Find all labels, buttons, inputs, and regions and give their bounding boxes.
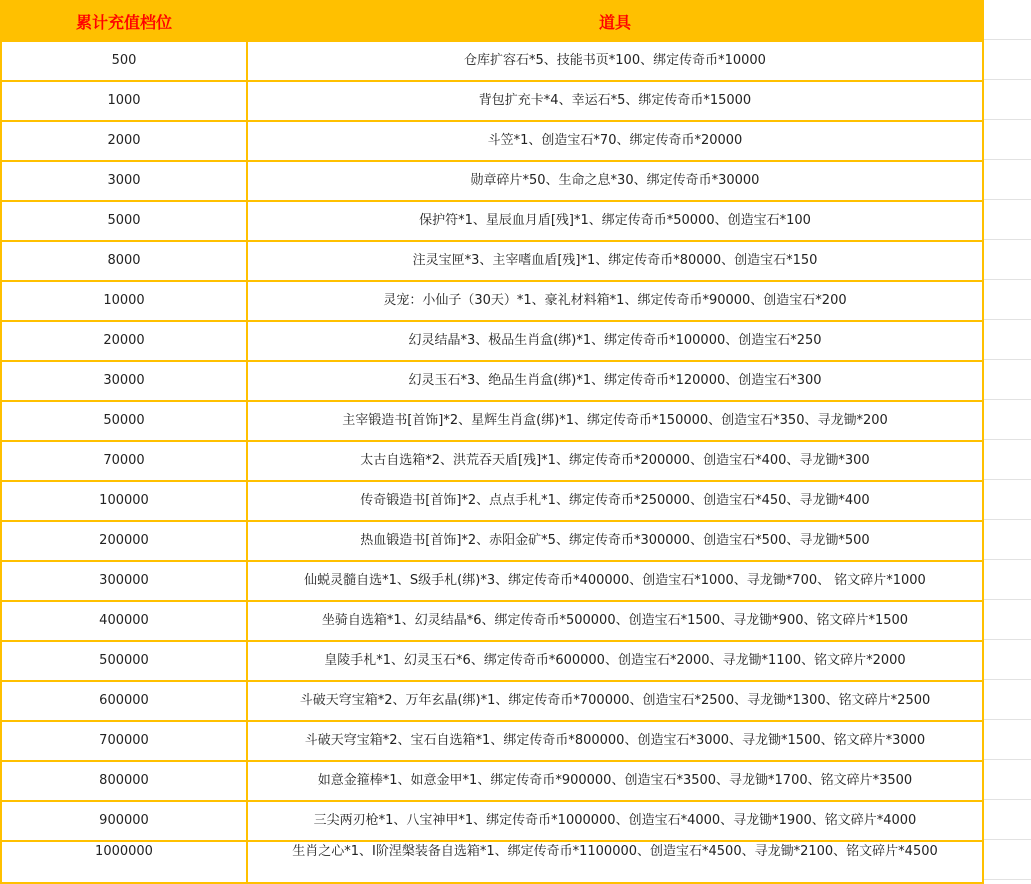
tier-cell: 200000	[1, 521, 247, 561]
items-cell: 生肖之心*1、Ⅰ阶涅槃装备自选箱*1、绑定传奇币*1100000、创造宝石*4500、寻龙锄*2100、铭文碎片*4500	[247, 841, 983, 883]
tier-cell: 20000	[1, 321, 247, 361]
table-row	[1, 761, 983, 801]
tier-cell: 500000	[1, 641, 247, 681]
items-cell: 斗破天穹宝箱*2、万年玄晶(绑)*1、绑定传奇币*700000、创造宝石*2500、寻龙锄*1300、铭文碎片*2500	[247, 681, 983, 721]
items-cell: 皇陵手札*1、幻灵玉石*6、绑定传奇币*600000、创造宝石*2000、寻龙锄*1100、铭文碎片*2000	[247, 641, 983, 681]
table-row	[1, 561, 983, 601]
tier-cell: 30000	[1, 361, 247, 401]
table-row	[1, 201, 983, 241]
tier-cell: 1000	[1, 81, 247, 121]
table-row	[1, 801, 983, 841]
table-row	[1, 841, 983, 883]
tier-cell: 10000	[1, 281, 247, 321]
table-row	[1, 641, 983, 681]
items-cell: 保护符*1、星辰血月盾[残]*1、绑定传奇币*50000、创造宝石*100	[247, 201, 983, 241]
table-row	[1, 481, 983, 521]
tier-cell: 3000	[1, 161, 247, 201]
items-cell: 三尖两刃枪*1、八宝神甲*1、绑定传奇币*1000000、创造宝石*4000、寻龙锄*1900、铭文碎片*4000	[247, 801, 983, 841]
tier-cell: 5000	[1, 201, 247, 241]
tier-cell: 900000	[1, 801, 247, 841]
table-row	[1, 601, 983, 641]
items-cell: 仓库扩容石*5、技能书页*100、绑定传奇币*10000	[247, 41, 983, 81]
table-row	[1, 81, 983, 121]
items-cell: 斗笠*1、创造宝石*70、绑定传奇币*20000	[247, 121, 983, 161]
items-cell: 背包扩充卡*4、幸运石*5、绑定传奇币*15000	[247, 81, 983, 121]
table-row	[1, 121, 983, 161]
tier-cell: 300000	[1, 561, 247, 601]
table-row	[1, 361, 983, 401]
tier-cell: 70000	[1, 441, 247, 481]
tier-cell: 100000	[1, 481, 247, 521]
table-row	[1, 521, 983, 561]
items-cell: 仙蜕灵髓自选*1、S级手札(绑)*3、绑定传奇币*400000、创造宝石*1000、寻龙锄*700、 铭文碎片*1000	[247, 561, 983, 601]
tier-cell: 800000	[1, 761, 247, 801]
tier-cell: 700000	[1, 721, 247, 761]
tier-cell: 400000	[1, 601, 247, 641]
items-cell: 注灵宝匣*3、主宰嗜血盾[残]*1、绑定传奇币*80000、创造宝石*150	[247, 241, 983, 281]
items-cell: 太古自选箱*2、洪荒吞天盾[残]*1、绑定传奇币*200000、创造宝石*400、寻龙锄*300	[247, 441, 983, 481]
spreadsheet-gridlines	[982, 0, 1031, 882]
table-header-row	[1, 1, 983, 41]
items-cell: 热血锻造书[首饰]*2、赤阳金矿*5、绑定传奇币*300000、创造宝石*500、寻龙锄*500	[247, 521, 983, 561]
items-cell: 灵宠：小仙子（30天）*1、豪礼材料箱*1、绑定传奇币*90000、创造宝石*200	[247, 281, 983, 321]
table-row	[1, 441, 983, 481]
table-row	[1, 401, 983, 441]
items-cell: 如意金箍棒*1、如意金甲*1、绑定传奇币*900000、创造宝石*3500、寻龙锄*1700、铭文碎片*3500	[247, 761, 983, 801]
items-cell: 斗破天穹宝箱*2、宝石自选箱*1、绑定传奇币*800000、创造宝石*3000、寻龙锄*1500、铭文碎片*3000	[247, 721, 983, 761]
table-row	[1, 241, 983, 281]
items-cell: 幻灵结晶*3、极品生肖盒(绑)*1、绑定传奇币*100000、创造宝石*250	[247, 321, 983, 361]
items-cell: 主宰锻造书[首饰]*2、星辉生肖盒(绑)*1、绑定传奇币*150000、创造宝石*350、寻龙锄*200	[247, 401, 983, 441]
table-row	[1, 321, 983, 361]
table-row	[1, 281, 983, 321]
table-row	[1, 41, 983, 81]
tier-cell: 8000	[1, 241, 247, 281]
tier-cell: 500	[1, 41, 247, 81]
tier-cell: 600000	[1, 681, 247, 721]
items-cell: 勋章碎片*50、生命之息*30、绑定传奇币*30000	[247, 161, 983, 201]
items-cell: 幻灵玉石*3、绝品生肖盒(绑)*1、绑定传奇币*120000、创造宝石*300	[247, 361, 983, 401]
tier-cell: 1000000	[1, 841, 247, 883]
tier-cell: 50000	[1, 401, 247, 441]
table-row	[1, 161, 983, 201]
header-tier: 累计充值档位	[1, 1, 247, 41]
items-cell: 传奇锻造书[首饰]*2、点点手札*1、绑定传奇币*250000、创造宝石*450、寻龙锄*400	[247, 481, 983, 521]
header-items: 道具	[247, 1, 983, 41]
tier-cell: 2000	[1, 121, 247, 161]
items-cell: 坐骑自选箱*1、幻灵结晶*6、绑定传奇币*500000、创造宝石*1500、寻龙锄*900、铭文碎片*1500	[247, 601, 983, 641]
table-row	[1, 721, 983, 761]
table-row	[1, 681, 983, 721]
